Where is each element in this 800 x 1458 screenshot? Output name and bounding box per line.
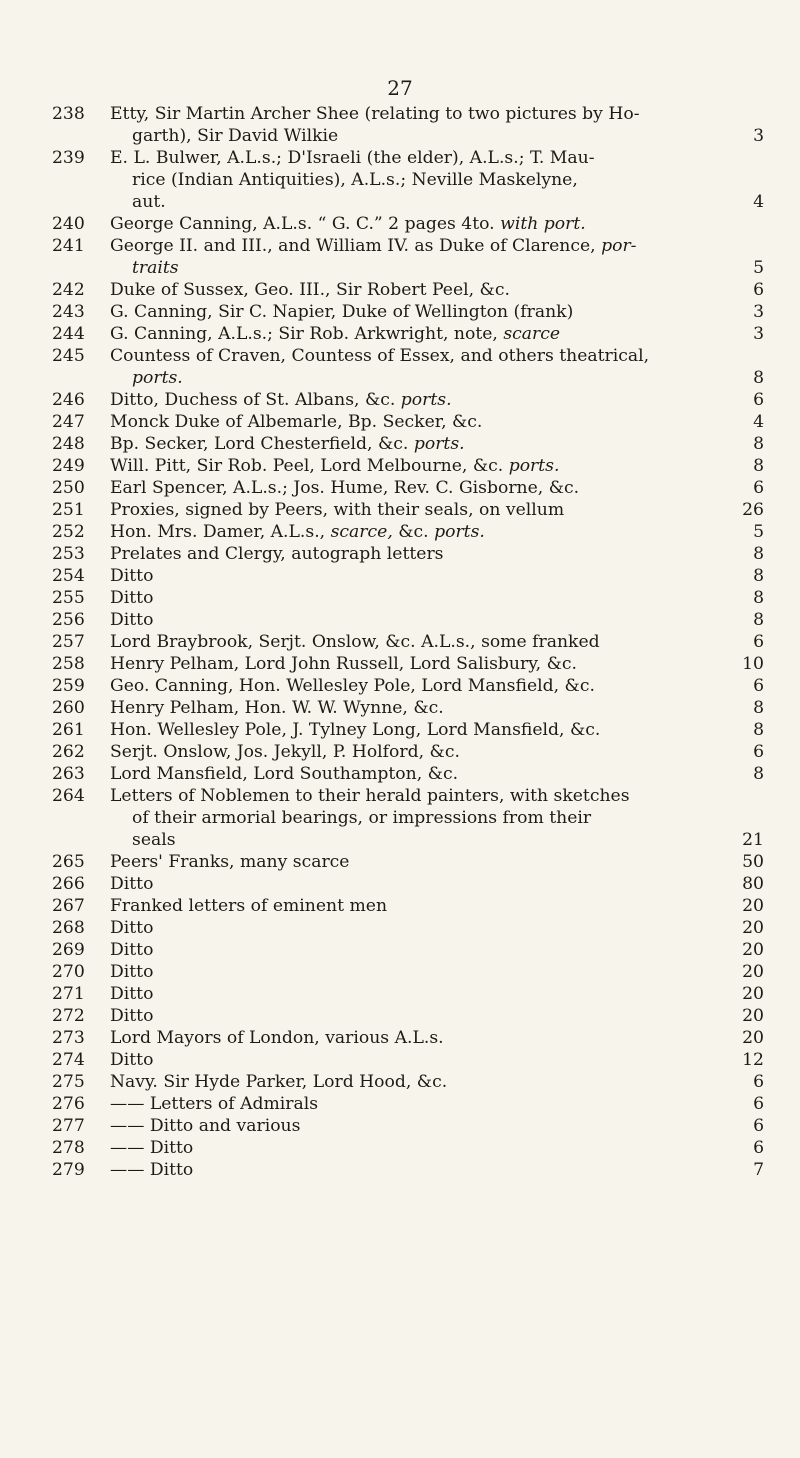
description-text: Countess of Craven, Countess of Essex, and others theatrical,: [110, 346, 650, 366]
description-text: Franked letters of eminent men: [110, 896, 388, 916]
lot-number: 243: [52, 302, 85, 322]
lot-description: [110, 719, 764, 741]
lot-count: 6: [753, 676, 764, 696]
lot-description: [110, 631, 764, 653]
catalogue-entry: [52, 1005, 764, 1027]
lot-count: 8: [753, 368, 764, 388]
lot-number: 278: [52, 1138, 85, 1158]
catalogue-entry: [52, 719, 764, 741]
lot-count: 8: [753, 720, 764, 740]
catalogue-entry: [52, 345, 764, 389]
catalogue-entry: [52, 521, 764, 543]
lot-number: 262: [52, 742, 85, 762]
description-text: Lord Mayors of London, various A.L.s.: [110, 1028, 444, 1048]
catalogue-entry: [52, 1159, 764, 1181]
lot-description: [110, 455, 764, 477]
lot-number: 248: [52, 434, 85, 454]
description-text: Henry Pelham, Hon. W. W. Wynne, &c.: [110, 698, 444, 718]
description-text: —— Letters of Admirals: [110, 1094, 319, 1114]
description-text: Hon. Wellesley Pole, J. Tylney Long, Lord Mansfield, &c.: [110, 720, 601, 740]
lot-count: 50: [742, 852, 764, 872]
catalogue-entry: [52, 1027, 764, 1049]
lot-count: 6: [753, 478, 764, 498]
lot-count: 5: [753, 258, 764, 278]
lot-count: 6: [753, 632, 764, 652]
lot-description: [110, 543, 764, 565]
lot-description: [110, 389, 764, 411]
lot-description: [110, 565, 764, 587]
lot-number: 269: [52, 940, 85, 960]
lot-number: 279: [52, 1160, 85, 1180]
description-text: Ditto: [110, 588, 154, 608]
description-continuation: rice (Indian Antiquities), A.L.s.; Neville Maskelyne,: [132, 170, 578, 190]
lot-description: [110, 411, 764, 433]
lot-description: [110, 653, 764, 675]
lot-description: [110, 1137, 764, 1159]
description-italic: ports.: [413, 434, 465, 454]
description-italic-after: ports.: [434, 522, 485, 542]
lot-number: 261: [52, 720, 85, 740]
lot-number: 264: [52, 786, 85, 806]
description-continuation: aut.: [132, 192, 166, 212]
lot-number: 251: [52, 500, 85, 520]
lot-count: 80: [742, 874, 764, 894]
description-text: Ditto: [110, 1006, 154, 1026]
lot-description: [110, 433, 764, 455]
catalogue-entry: [52, 433, 764, 455]
lot-number: 246: [52, 390, 85, 410]
lot-description: [110, 697, 764, 719]
description-continuation-italic: ports.: [132, 368, 183, 388]
lot-number: 249: [52, 456, 85, 476]
catalogue-entry: [52, 477, 764, 499]
lot-number: 252: [52, 522, 85, 542]
lot-number: 273: [52, 1028, 85, 1048]
catalogue-entry: [52, 411, 764, 433]
description-text: Serjt. Onslow, Jos. Jekyll, P. Holford, &c.: [110, 742, 460, 762]
description-text-after: &c.: [392, 522, 435, 542]
description-text: Etty, Sir Martin Archer Shee (relating to two pictures by Ho-: [110, 104, 640, 124]
lot-description: [110, 961, 764, 983]
lot-number: 247: [52, 412, 85, 432]
catalogue-entry: [52, 1049, 764, 1071]
lot-description: [110, 345, 764, 389]
description-text: Henry Pelham, Lord John Russell, Lord Salisbury, &c.: [110, 654, 577, 674]
lot-number: 238: [52, 104, 85, 124]
description-text: Ditto: [110, 566, 154, 586]
description-italic: scarce,: [330, 522, 393, 542]
lot-number: 254: [52, 566, 85, 586]
lot-description: [110, 1071, 764, 1093]
lot-description: [110, 323, 764, 345]
lot-count: 20: [742, 1006, 764, 1026]
description-text: Ditto: [110, 610, 154, 630]
catalogue-entry: [52, 785, 764, 851]
description-text: —— Ditto and various: [110, 1116, 301, 1136]
catalogue-entry: [52, 851, 764, 873]
description-text: Bp. Secker, Lord Chesterfield, &c.: [110, 434, 414, 454]
lot-count: 10: [742, 654, 764, 674]
description-text: Ditto: [110, 984, 154, 1004]
lot-count: 3: [753, 126, 764, 146]
description-italic: ports.: [400, 390, 452, 410]
catalogue-entry: [52, 653, 764, 675]
lot-number: 240: [52, 214, 85, 234]
lot-number: 275: [52, 1072, 85, 1092]
catalogue-entry: [52, 763, 764, 785]
description-text: E. L. Bulwer, A.L.s.; D'Israeli (the elder), A.L.s.; T. Mau-: [110, 148, 595, 168]
description-text: Will. Pitt, Sir Rob. Peel, Lord Melbourne, &c.: [110, 456, 509, 476]
catalogue-entry: [52, 741, 764, 763]
lot-count: 6: [753, 1138, 764, 1158]
lot-description: [110, 1093, 764, 1115]
lot-count: 12: [742, 1050, 764, 1070]
lot-number: 259: [52, 676, 85, 696]
description-text: Earl Spencer, A.L.s.; Jos. Hume, Rev. C. Gisborne, &c.: [110, 478, 580, 498]
lot-count: 6: [753, 1072, 764, 1092]
lot-number: 239: [52, 148, 85, 168]
description-text: Ditto: [110, 940, 154, 960]
lot-count: 20: [742, 918, 764, 938]
lot-count: 20: [742, 962, 764, 982]
description-text: Prelates and Clergy, autograph letters: [110, 544, 444, 564]
catalogue-entry: [52, 1093, 764, 1115]
lot-description: [110, 213, 764, 235]
catalogue-entry: [52, 235, 764, 279]
lot-description: [110, 1005, 764, 1027]
lot-number: 271: [52, 984, 85, 1004]
lot-count: 6: [753, 280, 764, 300]
description-italic: ports.: [508, 456, 560, 476]
lot-description: [110, 103, 764, 147]
lot-count: 8: [753, 434, 764, 454]
lot-number: 244: [52, 324, 85, 344]
lot-number: 253: [52, 544, 85, 564]
description-text: George Canning, A.L.s. “ G. C.” 2 pages 4to.: [110, 214, 501, 234]
lot-number: 267: [52, 896, 85, 916]
lot-count: 8: [753, 698, 764, 718]
lot-description: [110, 785, 764, 851]
lot-count: 21: [742, 830, 764, 850]
lot-description: [110, 521, 764, 543]
lot-number: 241: [52, 236, 85, 256]
catalogue-entry: [52, 543, 764, 565]
lot-number: 270: [52, 962, 85, 982]
lot-count: 6: [753, 742, 764, 762]
lot-count: 5: [753, 522, 764, 542]
lot-count: 20: [742, 940, 764, 960]
lot-count: 20: [742, 896, 764, 916]
description-italic: scarce: [503, 324, 561, 344]
description-continuation: garth), Sir David Wilkie: [132, 126, 339, 146]
description-text: Peers' Franks, many scarce: [110, 852, 350, 872]
description-text: —— Ditto: [110, 1160, 194, 1180]
lot-description: [110, 279, 764, 301]
catalogue-list: [52, 103, 764, 1181]
catalogue-entry: [52, 895, 764, 917]
lot-number: 257: [52, 632, 85, 652]
description-text: Navy. Sir Hyde Parker, Lord Hood, &c.: [110, 1072, 448, 1092]
lot-count: 7: [753, 1160, 764, 1180]
description-text: Ditto: [110, 962, 154, 982]
lot-number: 245: [52, 346, 85, 366]
lot-description: [110, 851, 764, 873]
description-text: Ditto, Duchess of St. Albans, &c.: [110, 390, 401, 410]
lot-number: 272: [52, 1006, 85, 1026]
lot-number: 255: [52, 588, 85, 608]
lot-count: 8: [753, 610, 764, 630]
lot-description: [110, 675, 764, 697]
lot-count: 8: [753, 764, 764, 784]
description-continuation: seals: [132, 830, 176, 850]
description-text: Hon. Mrs. Damer, A.L.s.,: [110, 522, 331, 542]
lot-description: [110, 235, 764, 279]
description-italic: por-: [601, 236, 637, 256]
catalogue-entry: [52, 1071, 764, 1093]
description-text: Monck Duke of Albemarle, Bp. Secker, &c.: [110, 412, 483, 432]
description-text: G. Canning, A.L.s.; Sir Rob. Arkwright, note,: [110, 324, 504, 344]
lot-count: 3: [753, 302, 764, 322]
lot-number: 250: [52, 478, 85, 498]
lot-number: 277: [52, 1116, 85, 1136]
lot-description: [110, 609, 764, 631]
lot-count: 6: [753, 1116, 764, 1136]
catalogue-entry: [52, 565, 764, 587]
description-text: Ditto: [110, 918, 154, 938]
lot-count: 6: [753, 1094, 764, 1114]
lot-description: [110, 939, 764, 961]
lot-description: [110, 763, 764, 785]
lot-number: 256: [52, 610, 85, 630]
description-text: G. Canning, Sir C. Napier, Duke of Wellington (frank): [110, 302, 574, 322]
catalogue-entry: [52, 499, 764, 521]
catalogue-entry: [52, 213, 764, 235]
catalogue-entry: [52, 1137, 764, 1159]
lot-description: [110, 1027, 764, 1049]
lot-description: [110, 741, 764, 763]
catalogue-entry: [52, 873, 764, 895]
lot-number: 263: [52, 764, 85, 784]
catalogue-entry: [52, 279, 764, 301]
lot-count: 20: [742, 984, 764, 1004]
description-italic: with port.: [500, 214, 586, 234]
lot-count: 4: [753, 192, 764, 212]
catalogue-entry: [52, 697, 764, 719]
catalogue-entry: [52, 301, 764, 323]
description-text: Duke of Sussex, Geo. III., Sir Robert Peel, &c.: [110, 280, 510, 300]
lot-description: [110, 895, 764, 917]
lot-number: 276: [52, 1094, 85, 1114]
lot-count: 8: [753, 566, 764, 586]
lot-description: [110, 873, 764, 895]
catalogue-entry: [52, 631, 764, 653]
lot-number: 268: [52, 918, 85, 938]
lot-description: [110, 983, 764, 1005]
description-text: Ditto: [110, 874, 154, 894]
lot-number: 274: [52, 1050, 85, 1070]
description-text: Proxies, signed by Peers, with their seals, on vellum: [110, 500, 565, 520]
lot-number: 265: [52, 852, 85, 872]
lot-description: [110, 477, 764, 499]
catalogue-entry: [52, 917, 764, 939]
lot-description: [110, 917, 764, 939]
description-continuation-italic: traits: [132, 258, 179, 278]
lot-count: 3: [753, 324, 764, 344]
lot-count: 26: [742, 500, 764, 520]
lot-count: 8: [753, 456, 764, 476]
description-continuation: of their armorial bearings, or impressions from their: [132, 808, 592, 828]
description-text: Ditto: [110, 1050, 154, 1070]
lot-description: [110, 147, 764, 213]
catalogue-entry: [52, 147, 764, 213]
description-text: Lord Mansfield, Lord Southampton, &c.: [110, 764, 459, 784]
catalogue-entry: [52, 939, 764, 961]
description-text: —— Ditto: [110, 1138, 194, 1158]
catalogue-entry: [52, 983, 764, 1005]
lot-description: [110, 301, 764, 323]
catalogue-entry: [52, 389, 764, 411]
catalogue-entry: [52, 1115, 764, 1137]
lot-description: [110, 1115, 764, 1137]
lot-count: 8: [753, 544, 764, 564]
description-text: Geo. Canning, Hon. Wellesley Pole, Lord Mansfield, &c.: [110, 676, 595, 696]
description-text: Letters of Noblemen to their herald painters, with sketches: [110, 786, 630, 806]
lot-description: [110, 1159, 764, 1181]
catalogue-entry: [52, 103, 764, 147]
lot-count: 6: [753, 390, 764, 410]
lot-count: 20: [742, 1028, 764, 1048]
lot-count: 8: [753, 588, 764, 608]
description-text: Lord Braybrook, Serjt. Onslow, &c. A.L.s., some franked: [110, 632, 600, 652]
lot-number: 258: [52, 654, 85, 674]
lot-description: [110, 1049, 764, 1071]
page-number: 27: [387, 76, 413, 100]
catalogue-entry: [52, 609, 764, 631]
lot-count: 4: [753, 412, 764, 432]
description-text: George II. and III., and William IV. as Duke of Clarence,: [110, 236, 602, 256]
lot-description: [110, 499, 764, 521]
lot-number: 260: [52, 698, 85, 718]
catalogue-entry: [52, 961, 764, 983]
catalogue-entry: [52, 455, 764, 477]
lot-number: 242: [52, 280, 85, 300]
lot-description: [110, 587, 764, 609]
catalogue-entry: [52, 587, 764, 609]
catalogue-entry: [52, 675, 764, 697]
lot-number: 266: [52, 874, 85, 894]
catalogue-entry: [52, 323, 764, 345]
